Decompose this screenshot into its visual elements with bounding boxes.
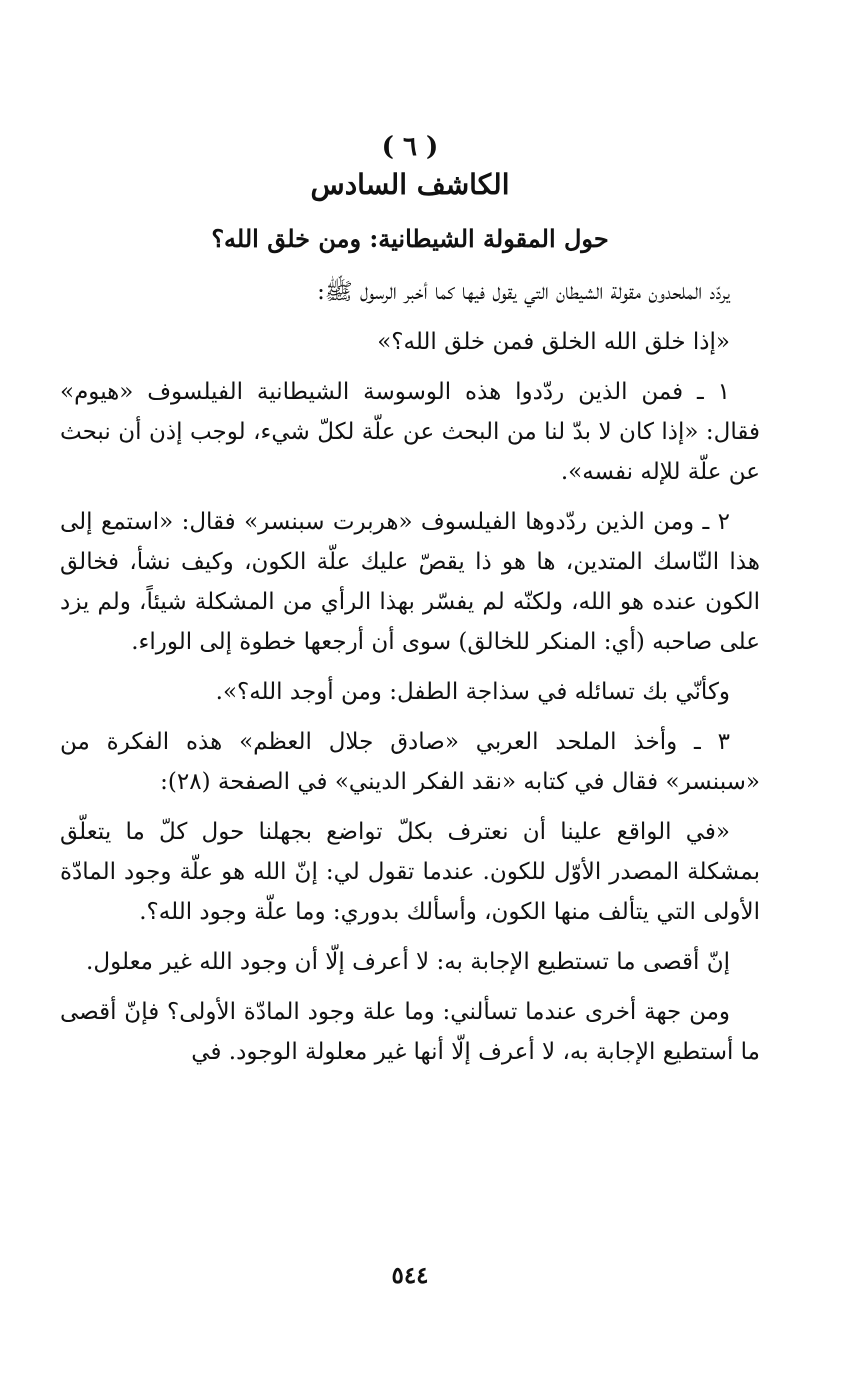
body-text: [60, 272, 760, 1082]
book-page: [60, 0, 760, 1384]
paragraph-azm-quote-2: إنّ أقصى ما تستطيع الإجابة به: لا أعرف إلّا أن وجود الله غير معلول.: [86, 949, 730, 975]
paragraph-azm-quote: «في الواقع علينا أن نعترف بكلّ تواضع بجهلنا حول كلّ ما يتعلّق بمشكلة المصدر الأوّل للكون. عندما تقول لي: إنّ الله هو علّة وجود المادّة الأولى التي يتألف منها الكون، وأسألك بدوري: وما علّة وجود الله؟.: [60, 819, 760, 925]
paragraph-hume: ١ ـ فمن الذين ردّدوا هذه الوسوسة الشيطانية الفيلسوف «هيوم» فقال: «إذا كان لا بدّ لنا من البحث عن علّة لكلّ شيء، لوجب إذن أن نبحث عن علّة للإله نفسه».: [60, 379, 760, 485]
chapter-title: الكاشف السادس: [310, 168, 510, 201]
section-heading: حول المقولة الشيطانية: ومن خلق الله؟: [211, 224, 609, 253]
paragraph-spencer-continued: وكأنّي بك تسائله في سذاجة الطفل: ومن أوجد الله؟».: [215, 679, 730, 705]
paragraph-azm-quote-3: ومن جهة أخرى عندما تسألني: وما علة وجود المادّة الأولى؟ فإنّ أقصى ما أستطيع الإجابة به، لا أعرف إلّا أنها غير معلولة الوجود. في: [60, 999, 760, 1065]
page-number: ٥٤٤: [391, 1262, 429, 1289]
chapter-number: ( ٦ ): [381, 132, 439, 162]
paragraph-intro: يردّد الملحدون مقولة الشيطان التي يقول فيها كما أخبر الرسول ﷺ:: [317, 279, 730, 305]
paragraph-hadith-quote: «إذا خلق الله الخلق فمن خلق الله؟»: [377, 329, 730, 355]
paragraph-spencer: ٢ ـ ومن الذين ردّدوها الفيلسوف «هربرت سبنسر» فقال: «استمع إلى هذا النّاسك المتدين، ها هو ذا يقصّ عليك علّة الكون، وكيف نشأ، فخالق الكون عنده هو الله، ولكنّه لم يفسّر بهذا الرأي من المشكلة شيئاً، ولم يزد على صاحبه (أي: المنكر للخالق) سوى أن أرجعها خطوة إلى الوراء.: [60, 509, 760, 655]
paragraph-azm: ٣ ـ وأخذ الملحد العربي «صادق جلال العظم» هذه الفكرة من «سبنسر» فقال في كتابه «نقد الفكر الديني» في الصفحة (٢٨):: [60, 729, 760, 795]
